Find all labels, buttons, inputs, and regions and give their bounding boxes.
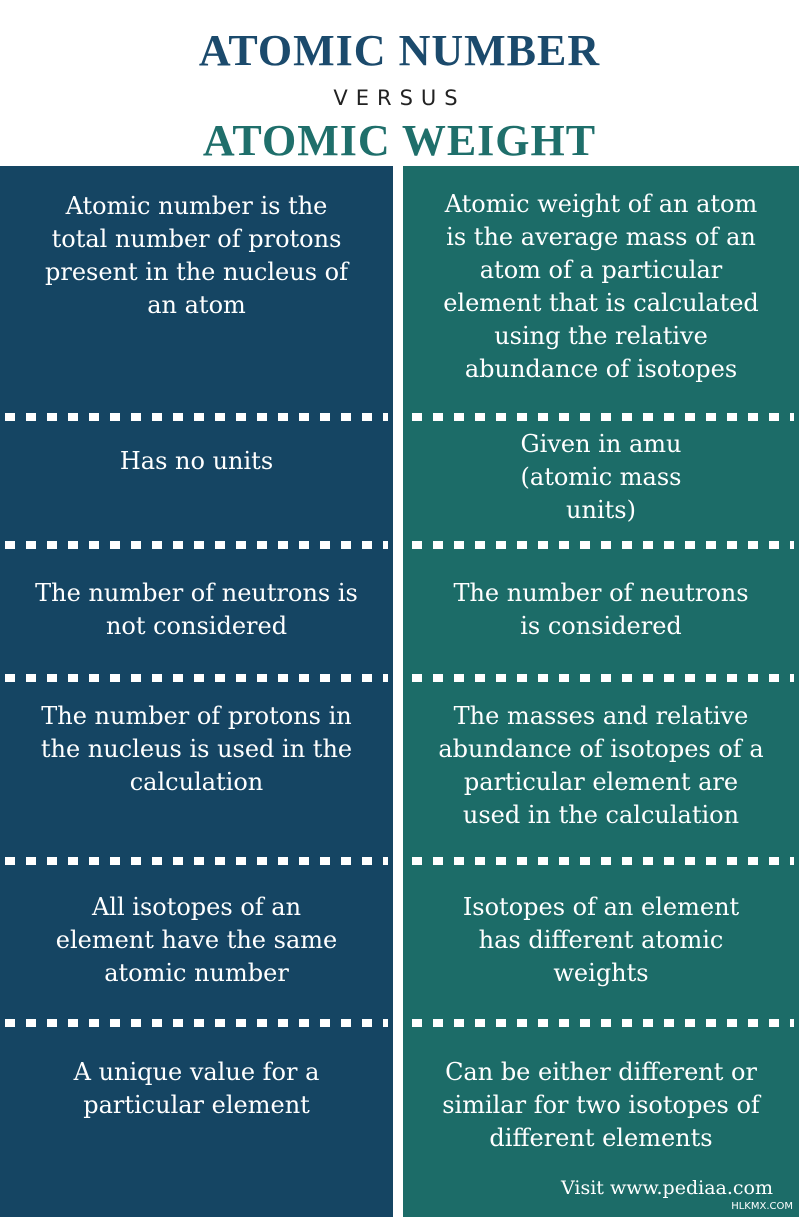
row-units-right: Given in amu (atomic mass units) [520, 429, 682, 524]
row-isotopes-right: Isotopes of an element has different atomic weights [462, 893, 740, 987]
header [0, 0, 799, 166]
row-divider [5, 413, 388, 421]
row-neutrons-right: The number of neutrons is considered [453, 579, 749, 640]
row-neutrons-left: The number of neutrons is not considered [35, 579, 358, 640]
versus-label: VERSUS [333, 86, 466, 110]
row-divider [5, 857, 388, 865]
row-value-right: Can be either different or similar for two isotopes of different elements [442, 1058, 760, 1152]
row-divider [5, 674, 388, 682]
watermark: HLKMX.COM [731, 1201, 793, 1212]
row-definition-right: Atomic weight of an atom is the average mass of an atom of a particular element that is calculated using the relative abundance of isotopes [443, 190, 759, 383]
row-divider [412, 857, 794, 865]
row-divider [5, 541, 388, 549]
row-divider [412, 541, 794, 549]
row-divider [412, 413, 794, 421]
row-value-left: A unique value for a particular element [73, 1058, 320, 1119]
row-divider [5, 1019, 388, 1027]
row-definition-left: Atomic number is the total number of protons present in the nucleus of an atom [45, 192, 348, 319]
source-credit: Visit www.pediaa.com [561, 1177, 773, 1199]
title-atomic-weight: ATOMIC WEIGHT [202, 116, 597, 165]
row-divider [412, 674, 794, 682]
row-units-left: Has no units [119, 446, 274, 475]
row-isotopes-left: All isotopes of an element have the same atomic number [55, 893, 338, 987]
row-calculation-left: The number of protons in the nucleus is used in the calculation [40, 702, 353, 796]
title-atomic-number: ATOMIC NUMBER [198, 26, 601, 75]
row-divider [412, 1019, 794, 1027]
row-calculation-right: The masses and relative abundance of isotopes of a particular element are used in the calculation [438, 702, 764, 829]
